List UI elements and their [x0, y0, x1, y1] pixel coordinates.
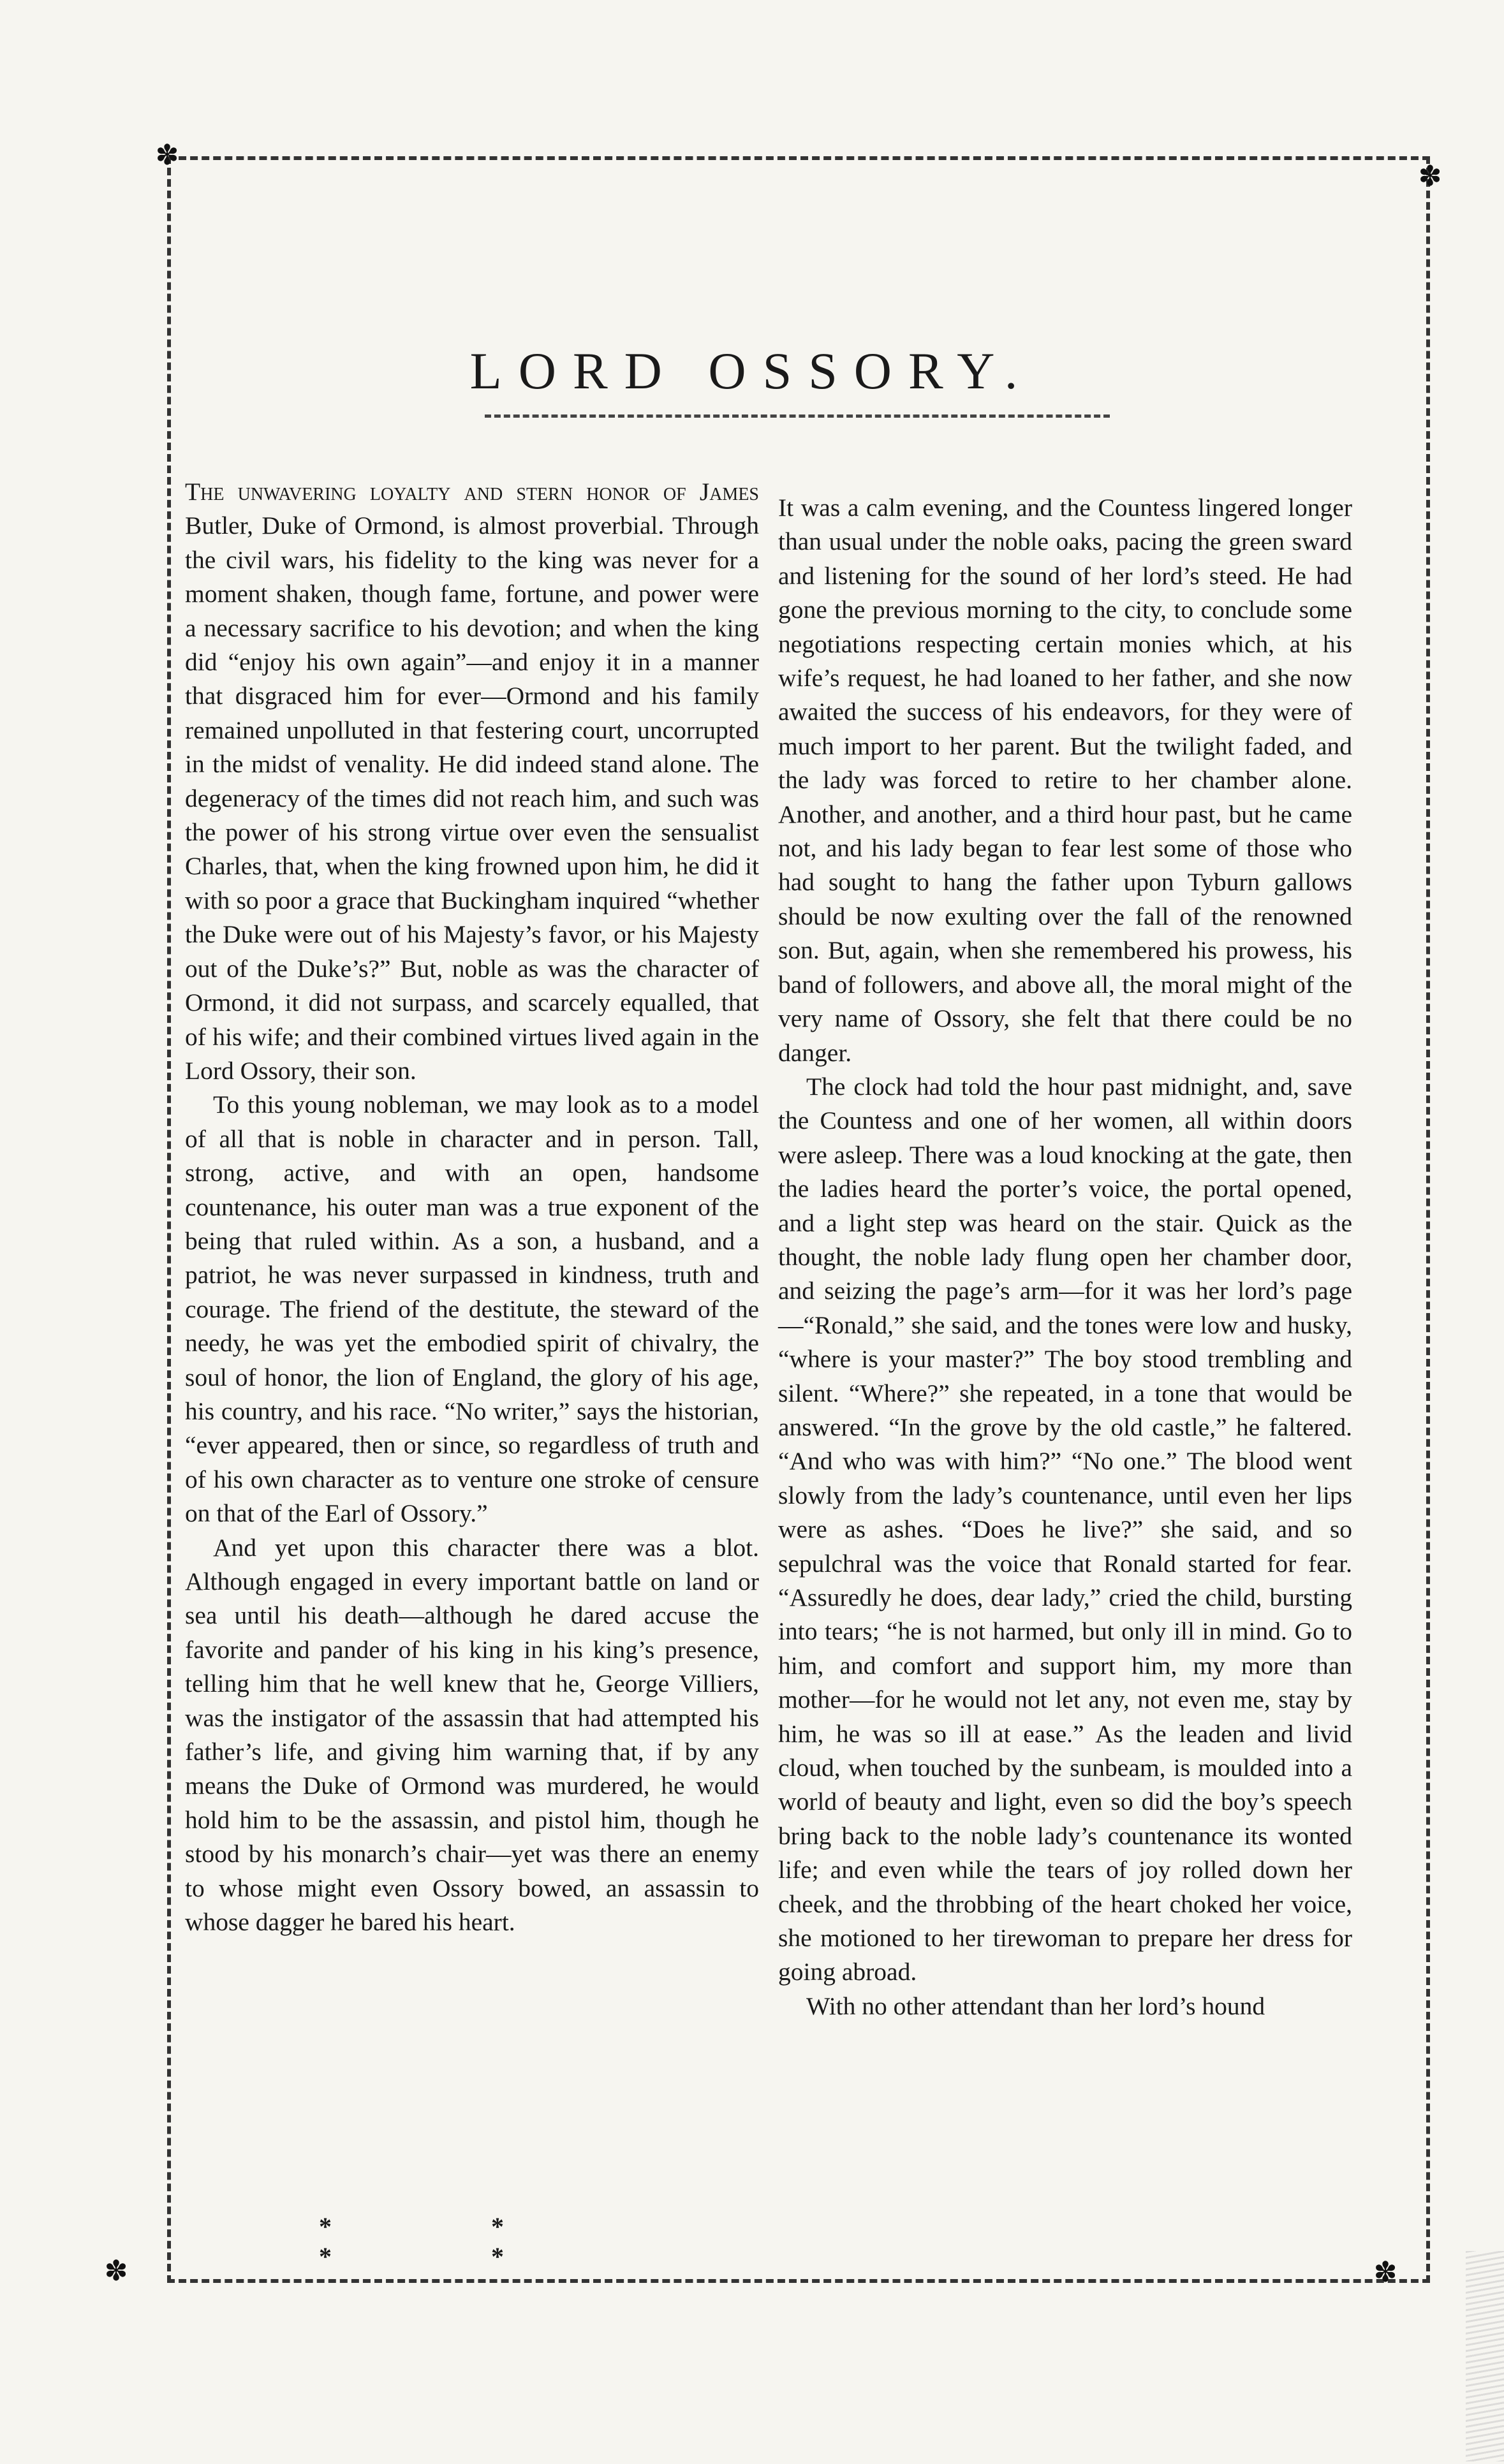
paragraph: And yet upon this character there was a blot. Although engaged in every important battle on land or sea until his death—although he dared accuse the favorite and pander of his king in his king’s presence, telling him that he well knew that he, George Villiers, was the instigator of the assassin that had attempted his father’s life, and giving him warning that, if by any means the Duke of Ormond was murdered, he would hold him to be the assassin, and pistol him, though he stood by his monarch’s chair—yet was there an enemy to whose might even Ossory bowed, an assassin to whose dagger he bared his heart.: [185, 1533, 759, 1937]
title-rule: [485, 414, 1110, 418]
article-title: LORD OSSORY.: [469, 341, 1035, 400]
corner-fleuron-icon: ✽: [1373, 2256, 1397, 2289]
corner-fleuron-icon: ✽: [1418, 160, 1442, 193]
left-column: [185, 475, 759, 1939]
paragraph: It was a calm evening, and the Countess lingered longer than usual under the noble oaks, pacing the green sward and listening for the sound of her lord’s steed. He had gone the previous morning to the city, to conclude some negotiations respecting certain monies which, at his wife’s request, he had loaned to her father, and she now awaited the success of his endeavors, for they were of much import to her parent. But the twilight faded, and the lady was forced to retire to her chamber alone. Another, and another, and a third hour past, but he came not, and his lady began to fear lest some of those who had sought to hang the father upon Tyburn gallows should be now exulting over the fall of the renowned son. But, again, when she remembered his prowess, his band of followers, and above all, the moral might of the very name of Ossory, she felt that there could be no danger.: [778, 494, 1352, 1067]
corner-fleuron-icon: ✽: [155, 139, 179, 172]
section-break: * * * *: [319, 2212, 580, 2271]
page-edge-texture: [1466, 2251, 1504, 2461]
right-column: [778, 491, 1352, 2023]
paragraph: The clock had told the hour past midnight, and, save the Countess and one of her women, all within doors were asleep. There was a loud knocking at the gate, then the ladies heard the porter’s voice, the portal opened, and a light step was heard on the stair. Quick as the thought, the noble lady flung open her chamber door, and seizing the page’s arm—for it was her lord’s page—“Ronald,” she said, and the tones were low and husky, “where is your master?” The boy stood trembling and silent. “Where?” she repeated, in a tone that would be answered. “In the grove by the old castle,” he faltered. “And who was with him?” “No one.” The blood went slowly from the lady’s countenance, until even her lips were as ashes. “Does he live?” she said, and so sepulchral was the voice that Ronald started for fear. “Assuredly he does, dear lady,” cried the child, bursting into tears; “he is not harmed, but only ill in mind. Go to him, and comfort and support him, my more than mother—for he would not let any, not even me, stay by him, he was so ill at ease.” As the leaden and livid cloud, when touched by the sunbeam, is moulded into a world of beauty and light, even so did the boy’s speech bring back to the noble lady’s countenance its wonted life; and even while the tears of joy rolled down her cheek, and the throbbing of the heart choked her voice, she motioned to her tirewoman to prepare her dress for going abroad.: [778, 1072, 1352, 1986]
corner-fleuron-icon: ✽: [104, 2255, 128, 2287]
paragraph: To this young nobleman, we may look as to a model of all that is noble in character and in person. Tall, strong, active, and with an open, handsome countenance, his outer man was a true exponent of the being that ruled within. As a son, a husband, and a patriot, he was never surpassed in kindness, truth and courage. The friend of the destitute, the steward of the needy, he was yet the embodied spirit of chivalry, the soul of honor, the lion of England, the glory of his age, his country, and his race. “No writer,” says the historian, “ever appeared, then or since, so regardless of truth and of his own character as to venture one stroke of censure on that of the Earl of Ossory.”: [185, 1090, 759, 1528]
paragraph: The unwavering loyalty and stern honor of James Butler, Duke of Ormond, is almost proverbial. Through the civil wars, his fidelity to the king was never for a moment shaken, though fame, fortune, and power were a necessary sacrifice to his devotion; and when the king did “enjoy his own again”—and enjoy it in a manner that disgraced him for ever—Ormond and his family remained unpolluted in that festering court, uncorrupted in the midst of venality. He did indeed stand alone. The degeneracy of the times did not reach him, and such was the power of his strong virtue over even the sensualist Charles, that, when the king frowned upon him, he did it with so poor a grace that Buckingham inquired “whether the Duke were out of his Majesty’s favor, or his Majesty out of the Duke’s?” But, noble as was the character of Ormond, it did not surpass, and scarcely equalled, that of his wife; and their combined virtues lived again in the Lord Ossory, their son.: [185, 478, 760, 1085]
paragraph: With no other attendant than her lord’s hound: [806, 1991, 1265, 2020]
